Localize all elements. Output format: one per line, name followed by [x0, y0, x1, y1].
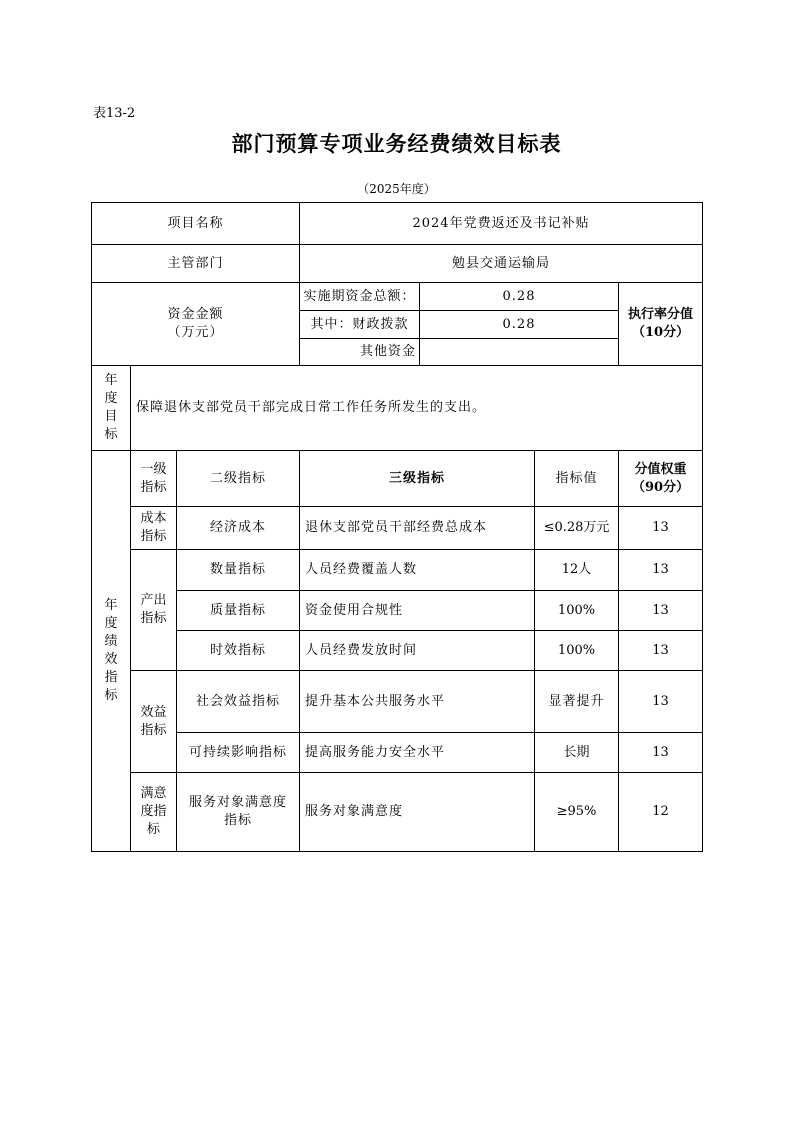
- level3-cell: 提升基本公共服务水平: [300, 671, 535, 733]
- execution-rate-points: （10分）: [631, 325, 690, 340]
- level2-line2: 指标: [224, 813, 253, 828]
- group-label-line: 指标: [140, 722, 167, 738]
- value-cell: ≥95%: [535, 773, 619, 852]
- weight-cell: 13: [619, 591, 703, 631]
- value-cell: 显著提升: [535, 671, 619, 733]
- performance-table: [91, 202, 703, 852]
- fund-amount-label-line1: 资金金额: [167, 307, 224, 322]
- annual-performance-label: [92, 451, 131, 852]
- table-row: [92, 631, 703, 671]
- other-fund-value: [420, 339, 619, 366]
- level3-cell: 人员经费发放时间: [300, 631, 535, 671]
- weight-cell: 13: [619, 631, 703, 671]
- group-label-line: 指标: [140, 529, 167, 544]
- level3-header: 三级指标: [300, 451, 535, 507]
- benefit-group-label: [131, 671, 177, 773]
- fiscal-fund-value: 0.28: [420, 311, 619, 339]
- annual-goal-row: [92, 366, 703, 451]
- fund-amount-label: [92, 283, 300, 366]
- cost-group-label: [131, 507, 177, 550]
- section-label-char: 绩: [104, 634, 118, 649]
- table-row: [92, 550, 703, 591]
- weight-cell: 13: [619, 733, 703, 773]
- level3-cell: 退休支部党员干部经费总成本: [300, 507, 535, 550]
- level3-cell: 人员经费覆盖人数: [300, 550, 535, 591]
- level1-header: [131, 451, 177, 507]
- group-label-line: 指标: [140, 611, 167, 626]
- group-label-line: 满意: [140, 786, 167, 801]
- weight-header-line1: 分值权重: [634, 461, 687, 477]
- table-number: 表13-2: [93, 106, 136, 121]
- execution-rate-score: [619, 283, 703, 366]
- group-label-line: 标: [146, 822, 160, 837]
- goal-label-char: 度: [104, 391, 118, 406]
- level1-header-line1: 一级: [140, 461, 167, 477]
- indicator-header-row: [92, 451, 703, 507]
- level2-cell: 社会效益指标: [177, 671, 300, 733]
- budget-year: （2025年度）: [357, 182, 436, 196]
- execution-rate-label: 执行率分值: [628, 307, 694, 322]
- weight-cell: 13: [619, 507, 703, 550]
- section-label-char: 度: [104, 616, 118, 631]
- weight-cell: 13: [619, 671, 703, 733]
- value-cell: 12人: [535, 550, 619, 591]
- department-row: [92, 245, 703, 283]
- table-row: [92, 507, 703, 550]
- value-header: 指标值: [535, 451, 619, 507]
- section-label-char: 年: [104, 598, 118, 613]
- level2-cell: 数量指标: [177, 550, 300, 591]
- level2-cell: [177, 773, 300, 852]
- annual-goal-text: 保障退休支部党员干部完成日常工作任务所发生的支出。: [131, 366, 703, 451]
- table-row: [92, 733, 703, 773]
- fund-total-row: [92, 283, 703, 311]
- annual-goal-label: [92, 366, 131, 451]
- goal-label-char: 年: [104, 373, 118, 388]
- department-label: 主管部门: [92, 245, 300, 283]
- value-cell: ≤0.28万元: [535, 507, 619, 550]
- level1-header-line2: 指标: [140, 479, 167, 495]
- weight-header-line2: （90分）: [631, 479, 690, 495]
- output-group-label: [131, 550, 177, 671]
- level2-cell: 质量指标: [177, 591, 300, 631]
- table-row: [92, 591, 703, 631]
- level2-header: 二级指标: [177, 451, 300, 507]
- project-name-value: 2024年党费返还及书记补贴: [300, 203, 703, 245]
- goal-label-char: 目: [104, 409, 118, 424]
- weight-header: [619, 451, 703, 507]
- level3-cell: 资金使用合规性: [300, 591, 535, 631]
- total-fund-value: 0.28: [420, 283, 619, 311]
- goal-label-char: 标: [104, 427, 118, 442]
- section-label-char: 效: [104, 652, 118, 667]
- weight-cell: 12: [619, 773, 703, 852]
- value-cell: 长期: [535, 733, 619, 773]
- table-row: [92, 773, 703, 852]
- page-title: 部门预算专项业务经费绩效目标表: [231, 131, 562, 156]
- level2-cell: 时效指标: [177, 631, 300, 671]
- value-cell: 100%: [535, 591, 619, 631]
- group-label-line: 成本: [140, 511, 167, 526]
- total-fund-label: 实施期资金总额：: [300, 283, 420, 311]
- weight-cell: 13: [619, 550, 703, 591]
- group-label-line: 效益: [140, 704, 167, 720]
- level2-cell: 可持续影响指标: [177, 733, 300, 773]
- level3-cell: 提高服务能力安全水平: [300, 733, 535, 773]
- group-label-line: 产出: [140, 593, 167, 608]
- other-fund-label: 其他资金: [300, 339, 420, 366]
- satisfaction-group-label: [131, 773, 177, 852]
- group-label-line: 度指: [140, 804, 167, 819]
- section-label-char: 指: [104, 670, 118, 685]
- section-label-char: 标: [104, 688, 118, 703]
- project-name-label: 项目名称: [92, 203, 300, 245]
- table-row: [92, 671, 703, 733]
- level3-cell: 服务对象满意度: [300, 773, 535, 852]
- project-name-row: [92, 203, 703, 245]
- fund-amount-label-line2: （万元）: [167, 325, 224, 340]
- department-value: 勉县交通运输局: [300, 245, 703, 283]
- level2-cell: 经济成本: [177, 507, 300, 550]
- level2-line1: 服务对象满意度: [189, 795, 288, 810]
- value-cell: 100%: [535, 631, 619, 671]
- fiscal-fund-label: 其中：财政拨款: [300, 311, 420, 339]
